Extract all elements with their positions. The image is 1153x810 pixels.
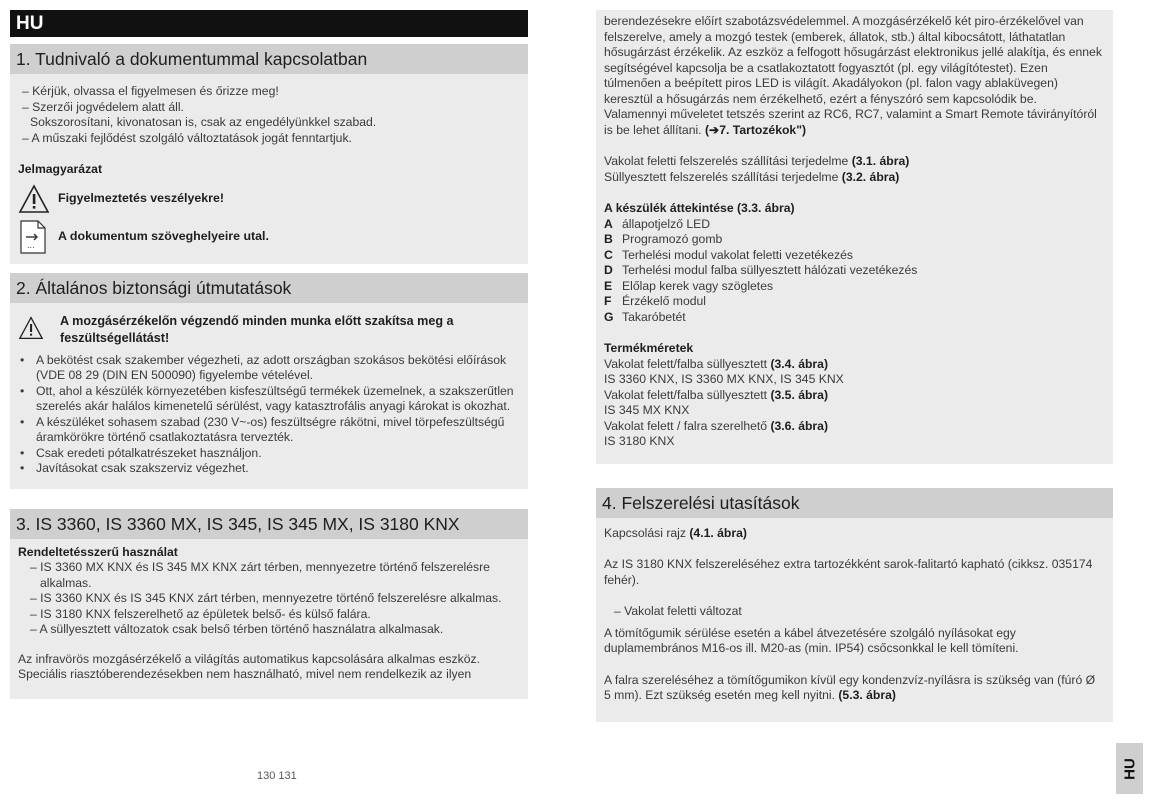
- overview-item-letter: B: [604, 232, 613, 246]
- overview-item-letter: C: [604, 247, 613, 262]
- overview-title: A készülék áttekintése (3.3. ábra): [604, 201, 795, 215]
- section-1: [10, 44, 528, 264]
- overview-item-text: Előlap kerek vagy szögletes: [622, 278, 774, 293]
- variant-line: – Vakolat feletti változat: [614, 604, 742, 618]
- section-3-continued: [596, 10, 1113, 464]
- list-item: – A műszaki fejlődést szolgáló változtatások jogát fenntartjuk.: [22, 130, 352, 145]
- safety-warning-text: A mozgásérzékelőn végzendő minden munka előtt szakítsa meg a feszültségellátást!: [60, 313, 454, 345]
- list-item: – Kérjük, olvassa el figyelmesen és őrizze meg!: [22, 84, 279, 98]
- wall-mount-paragraph: A falra szereléséhez a tömítőgumikon kívül egy kondenzvíz-nyílásra is szükség van (fúró Ø 5 mm). Ezt szükség esetén meg kell nyitni. (5.3. ábra): [604, 672, 1096, 702]
- intended-use-title: Rendeltetésszerű használat: [18, 544, 178, 559]
- section-2-title: 2. Általános biztonsági útmutatások: [10, 273, 528, 303]
- overview-item-letter: G: [604, 309, 614, 324]
- safety-warning: [18, 313, 520, 347]
- warning-icon: [18, 184, 50, 214]
- overview-item-text: Takaróbetét: [622, 309, 686, 324]
- dimensions-models: IS 3180 KNX: [604, 434, 675, 448]
- warning-icon: [18, 316, 44, 340]
- overview-item: [604, 248, 1105, 264]
- section-3: [10, 509, 528, 699]
- legend-title: Jelmagyarázat: [18, 162, 103, 176]
- wiring-line: Kapcsolási rajz (4.1. ábra): [604, 525, 747, 540]
- right-page: [596, 10, 1113, 722]
- language-header: HU: [10, 10, 528, 37]
- list-item: • A bekötést csak szakember végezheti, az adott országban szokásos bekötési előírások (VDE 08 29 (DIN EN 500090) figyelembe vételével.: [18, 353, 520, 384]
- seal-paragraph: A tömítőgumik sérülése esetén a kábel átvezetésére szolgáló nyílásokat egy duplamembrános M16-os ill. M20-as (min. IP54) csőcsonkkal le kell tömíteni.: [604, 625, 1019, 655]
- list-item: – A süllyesztett változatok csak belső térben történő használatra alkalmasak.: [30, 622, 444, 636]
- overview-list: [604, 217, 1105, 326]
- overview-item-letter: F: [604, 294, 612, 308]
- list-item: – IS 3360 KNX és IS 345 KNX zárt térben, mennyezetre történő felszerelésre alkalmas.: [30, 591, 502, 605]
- list-item: – IS 3180 KNX felszerelhető az épületek belső- és külső falára.: [30, 606, 371, 621]
- dimensions-line: Vakolat felett/falba süllyesztett (3.4. ábra): [604, 356, 829, 371]
- closing-paragraph: Az infravörös mozgásérzékelő a világítás automatikus kapcsolására alkalmas eszköz. Speciális riasztóberendezésekben nem használható, mivel nem rendelkezik az ilyen: [18, 651, 480, 681]
- section-4-title: 4. Felszerelési utasítások: [596, 488, 1113, 518]
- overview-item: [604, 310, 1105, 326]
- list-item: • Csak eredeti pótalkatrészeket használjon.: [18, 446, 520, 462]
- overview-item-text: Programozó gomb: [622, 232, 723, 246]
- list-item: • Ott, ahol a készülék környezetében kisfeszültségű termékek üzemelnek, a szakszerűtlen szerelés akár halálos kimenetelű sérülést, vagy katasztrofális anyagi károkat is okozhat.: [18, 384, 520, 415]
- list-item: • Javításokat csak szakszerviz végezhet.: [18, 461, 520, 477]
- list-item: – Szerzői jogvédelem alatt áll.: [22, 99, 184, 114]
- list-item: • A készüléket sohasem szabad (230 V~-os) feszültségre rákötni, mivel törpefeszültségű áramkörökre történő csatlakoztatásra tervezték.: [18, 415, 520, 446]
- overview-item-text: Terhelési modul vakolat feletti vezetékezés: [622, 247, 854, 262]
- legend-ref-text: A dokumentum szöveghelyeire utal.: [58, 228, 269, 243]
- corner-bracket-paragraph: Az IS 3180 KNX felszereléséhez extra tartozékként sarok-falitartó kapható (cikksz. 035174 fehér).: [604, 557, 1093, 587]
- svg-text:...: ...: [27, 240, 35, 250]
- legend-warning-text: Figyelmeztetés veszélyekre!: [58, 190, 224, 205]
- section-4: [596, 488, 1113, 722]
- document-reference-icon: [20, 220, 46, 254]
- overview-item-letter: E: [604, 278, 613, 293]
- description-paragraph: berendezésekre előírt szabotázsvédelemmel. A mozgásérzékelő két piro-érzékelővel van felszerelve, amely a mozgó testek (emberek, állatok, stb.) által kibocsátott, láthatatlan hősugárzást érzékelik. Az eszköz a felfogott hősugárzást elektronikus jellé alakítja, és ennek segítségével kapcsolja be a csatlakoztatott fogyasztót (pl. egy világítótestet). Ezen túlmenően a beépített piros LED is világít. Akadályokon (pl. falon vagy ablaküvegen) keresztül a hősugárzás nem érzékelhető, ezért a fényszóró sem kapcsolódik be.: [604, 14, 1102, 106]
- settings-reference: (➔7. Tartozékok"): [704, 122, 807, 137]
- page-numbers: 130 131: [257, 770, 297, 782]
- overview-item: [604, 263, 1105, 279]
- overview-item-text: Érzékelő modul: [622, 294, 706, 308]
- dimensions-line: Vakolat felett/falba süllyesztett (3.5. ábra): [604, 387, 829, 402]
- overview-item-text: állapotjelző LED: [622, 216, 711, 231]
- legend-ref-row: [18, 220, 520, 254]
- language-side-tab: HU: [1116, 743, 1143, 794]
- overview-item: [604, 294, 1105, 310]
- section-1-title: 1. Tudnivaló a dokumentummal kapcsolatban: [10, 44, 528, 74]
- section-2: [10, 273, 528, 489]
- dimensions-models: IS 3360 KNX, IS 3360 MX KNX, IS 345 KNX: [604, 372, 844, 386]
- overview-item: [604, 279, 1105, 295]
- scope-line: Süllyesztett felszerelés szállítási terjedelme (3.2. ábra): [604, 169, 900, 184]
- left-page: [10, 10, 528, 699]
- section-3-title: 3. IS 3360, IS 3360 MX, IS 345, IS 345 MX, IS 3180 KNX: [10, 509, 528, 539]
- overview-item: [604, 217, 1105, 233]
- overview-item-text: Terhelési modul falba süllyesztett hálózati vezetékezés: [622, 263, 918, 277]
- overview-item: [604, 232, 1105, 248]
- legend-warning-row: [18, 184, 520, 214]
- settings-paragraph: Valamennyi műveletet tetszés szerint az RC6, RC7, valamint a Smart Remote távirányítóról is be lehet állítani. (➔7. Tartozékok"): [604, 107, 1097, 137]
- list-item: – IS 3360 MX KNX és IS 345 MX KNX zárt térben, mennyezetre történő felszerelésre alkalmas.: [30, 560, 490, 590]
- dimensions-models: IS 345 MX KNX: [604, 403, 690, 417]
- overview-item-letter: D: [604, 263, 613, 277]
- dimensions-line: Vakolat felett / falra szerelhető (3.6. ábra): [604, 418, 829, 433]
- overview-item-letter: A: [604, 216, 613, 231]
- dimensions-title: Termékméretek: [604, 341, 694, 355]
- scope-line: Vakolat feletti felszerelés szállítási terjedelme (3.1. ábra): [604, 154, 910, 168]
- copy-note: Sokszorosítani, kivonatosan is, csak az engedélyünkkel szabad.: [30, 115, 377, 129]
